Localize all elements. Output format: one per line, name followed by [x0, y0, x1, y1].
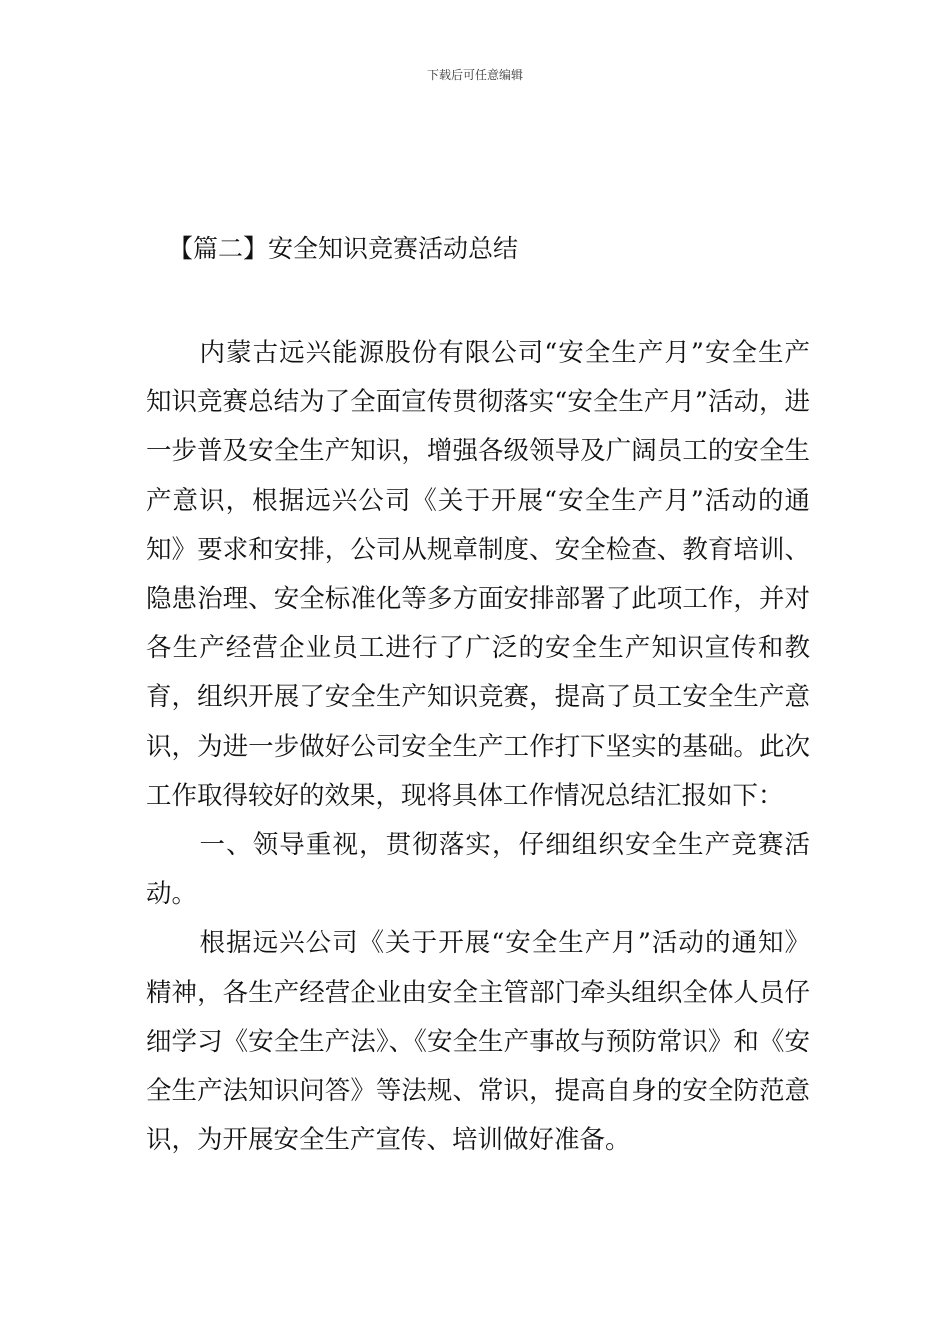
document-body: [146, 329, 810, 1165]
paragraph-notice: 根据远兴公司《关于开展“安全生产月”活动的通知》精神，各生产经营企业由安全主管部门牵头组织全体人员仔细学习《安全生产法》、《安全生产事故与预防常识》和《安全生产法知识问答》等法规、常识，提高自身的安全防范意识，为开展安全生产宣传、培训做好准备。: [146, 928, 810, 1156]
download-note: 下载后可任意编辑: [426, 68, 523, 82]
section-title: 【篇二】安全知识竞赛活动总结: [168, 234, 519, 263]
paragraph-heading-one: 一、领导重视，贯彻落实，仔细组织安全生产竞赛活动。: [146, 830, 810, 910]
paragraph-intro: 内蒙古远兴能源股份有限公司“安全生产月”安全生产知识竞赛总结为了全面宣传贯彻落实“安全生产月”活动，进一步普及安全生产知识，增强各级领导及广阔员工的安全生产意识，根据远兴公司《关于开展“安全生产月”活动的通知》要求和安排，公司从规章制度、安全检查、教育培训、隐患治理、安全标准化等多方面安排部署了此项工作，并对各生产经营企业员工进行了广泛的安全生产知识宣传和教育，组织开展了安全生产知识竞赛，提高了员工安全生产意识，为进一步做好公司安全生产工作打下坚实的基础。此次工作取得较好的效果，现将具体工作情况总结汇报如下：: [146, 338, 810, 811]
